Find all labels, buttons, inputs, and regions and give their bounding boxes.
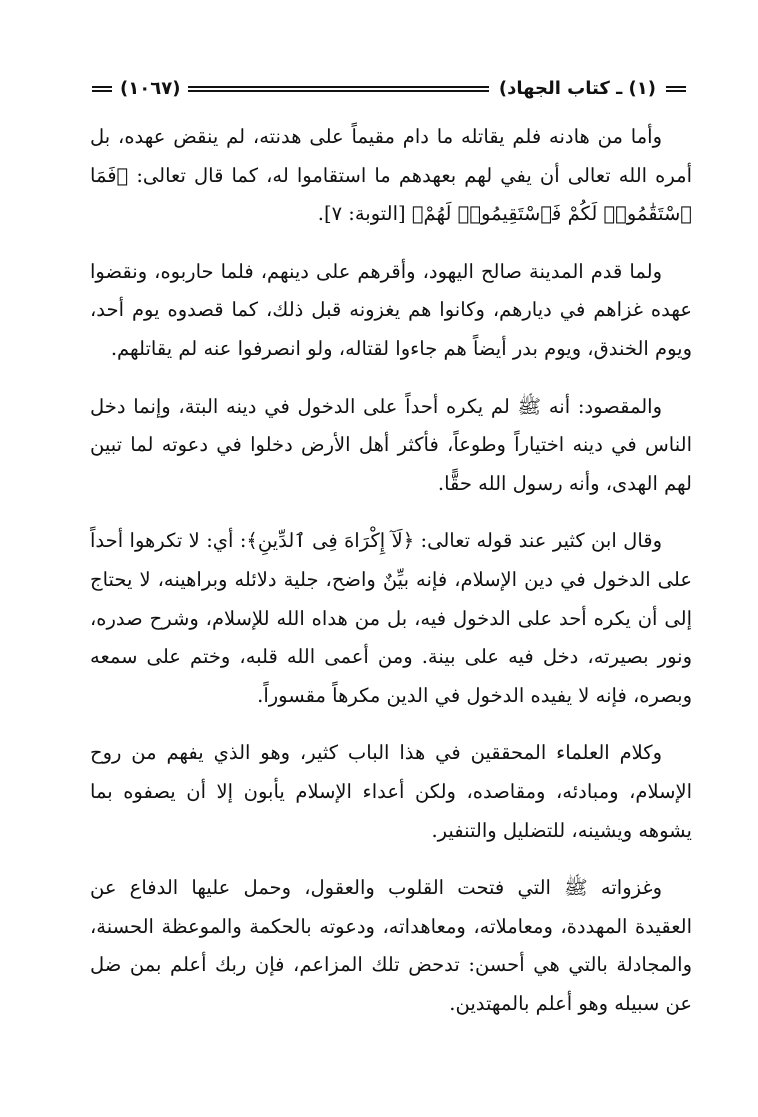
paragraph: وأما من هادنه فلم يقاتله ما دام مقيماً على هدنته، لم ينقض عهده، بل أمره الله تعالى أن يفي لهم بعهدهم ما استقاموا له، كما قال تعالى: ﴿فَمَا ٱسْتَقَٰمُوا۟ لَكُمْ فَٱسْتَقِيمُوا۟ لَهُمْ﴾ [التوبة: ٧]. [90, 125, 692, 226]
running-header [88, 76, 690, 102]
page-body [90, 118, 692, 1042]
page-number: (١٠٦٧) [120, 78, 181, 99]
paragraph: وقال ابن كثير عند قوله تعالى: ﴿لَآ إِكْرَاهَ فِى ٱلدِّينِ﴾: أي: لا تكرهوا أحداً على الدخول في دين الإسلام، فإنه بيِّنٌ واضح، جلية دلائله وبراهينه، لا يحتاج إلى أن يكره أحد على الدخول فيه، بل من هداه الله للإسلام، وشرح صدره، ونور بصيرته، دخل فيه على بينة. ومن أعمى الله قلبه، وختم على سمعه وبصره، فإنه لا يفيده الدخول في الدين مكرهاً مقسوراً. [90, 529, 692, 707]
paragraph: وكلام العلماء المحققين في هذا الباب كثير، وهو الذي يفهم من روح الإسلام، ومبادئه، ومقاصده، ولكن أعداء الإسلام يأبون إلا أن يصفوه بما يشوهه ويشينه، للتضليل والتنفير. [90, 741, 692, 842]
header-rule-left [92, 86, 112, 92]
header-rule-right [666, 86, 686, 92]
header-rule-middle [188, 86, 488, 92]
chapter-title: (١) ـ كتاب الجهاد) [498, 78, 656, 99]
paragraph: وغزواته ﷺ التي فتحت القلوب والعقول، وحمل عليها الدفاع عن العقيدة المهددة، ومعاملاته، ومعاهداته، ودعوته بالحكمة والموعظة الحسنة، والمجادلة بالتي هي أحسن: تدحض تلك المزاعم، فإن ربك أعلم بمن ضل عن سبيله وهو أعلم بالمهتدين. [90, 876, 692, 1015]
paragraph: والمقصود: أنه ﷺ لم يكره أحداً على الدخول في دينه البتة، وإنما دخل الناس في دينه اختياراً وطوعاً، فأكثر أهل الأرض دخلوا في دعوته لما تبين لهم الهدى، وأنه رسول الله حقًّا. [90, 394, 692, 495]
paragraph: ولما قدم المدينة صالح اليهود، وأقرهم على دينهم، فلما حاربوه، ونقضوا عهده غزاهم في ديارهم، وكانوا هم يغزونه قبل ذلك، كما قصدوه يوم أحد، ويوم الخندق، ويوم بدر أيضاً هم جاءوا لقتاله، ولو انصرفوا عنه لم يقاتلهم. [90, 259, 692, 360]
